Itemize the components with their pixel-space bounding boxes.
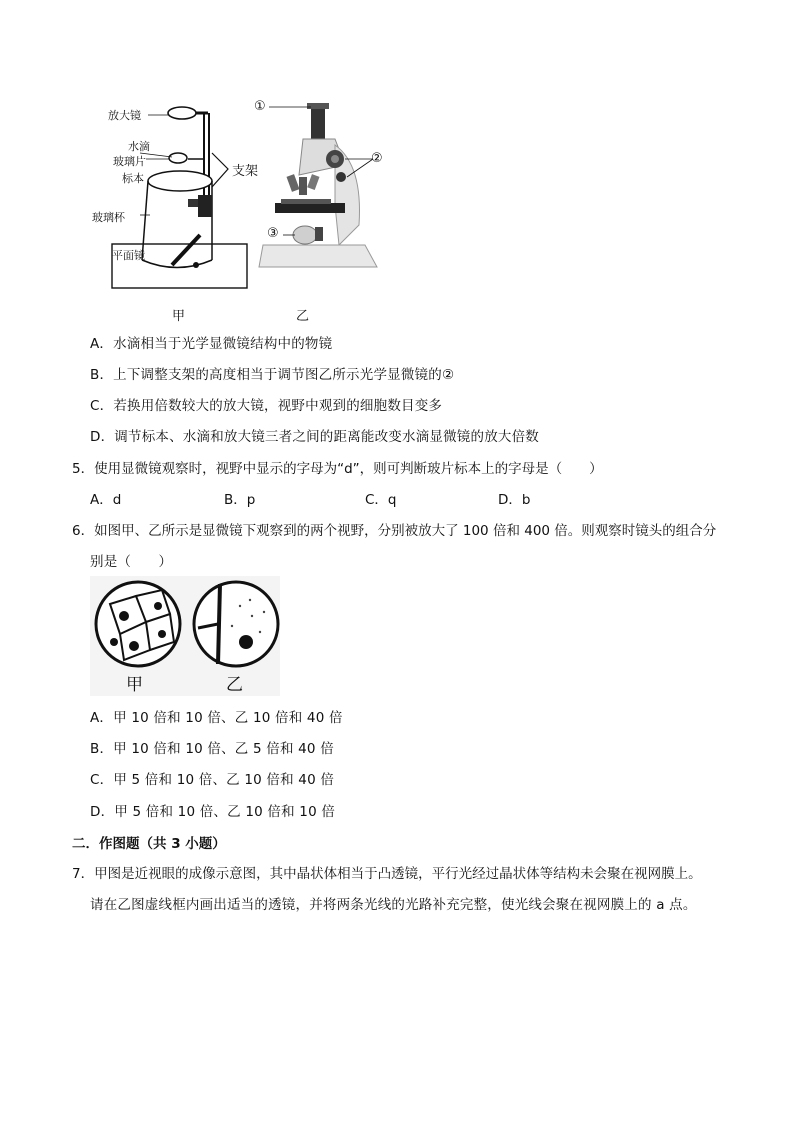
label-bracket: 支架: [232, 164, 259, 179]
q4-option-b: B．上下调整支架的高度相当于调节图乙所示光学显微镜的②: [90, 367, 455, 383]
q6-option-d: D．甲 5 倍和 10 倍、乙 10 倍和 10 倍: [90, 804, 336, 820]
label-specimen: 标本: [122, 172, 144, 185]
q6-option-c: C．甲 5 倍和 10 倍、乙 10 倍和 40 倍: [90, 772, 335, 788]
label-glass-cup: 玻璃杯: [92, 211, 125, 224]
q6-figure: [90, 576, 280, 696]
q6-label-jia: 甲: [126, 675, 143, 695]
q6-option-b: B．甲 10 倍和 10 倍、乙 5 倍和 40 倍: [90, 741, 334, 757]
marker-3: ③: [267, 226, 279, 241]
q5-option-a: A．d: [90, 492, 122, 508]
label-plane-mirror: 平面镜: [112, 249, 145, 262]
q7-line2: 请在乙图虚线框内画出适当的透镜，并将两条光线的光路补充完整，使光线会聚在视网膜上的 a 点。: [90, 897, 697, 913]
q7-line1: 7．甲图是近视眼的成像示意图，其中晶状体相当于凸透镜，平行光经过晶状体等结构未会聚在视网膜上。: [72, 866, 702, 882]
q5-option-d: D．b: [498, 492, 531, 508]
q6-option-a: A．甲 10 倍和 10 倍、乙 10 倍和 40 倍: [90, 710, 343, 726]
q6-stem-line1: 6．如图甲、乙所示是显微镜下观察到的两个视野，分别被放大了 100 倍和 400 倍。则观察时镜头的组合分: [72, 523, 717, 539]
marker-1: ①: [254, 99, 266, 114]
section-heading: 二．作图题（共 3 小题）: [72, 836, 226, 852]
water-drop-microscope-diagram: [100, 95, 260, 295]
microscope-fields-diagram: [90, 576, 280, 696]
q5-option-b: B．p: [224, 492, 256, 508]
q6-stem-line2: 别是（ ）: [90, 554, 173, 570]
caption-yi: 乙: [296, 309, 310, 324]
q4-option-c: C．若换用倍数较大的放大镜，视野中观到的细胞数目变多: [90, 398, 443, 414]
q6-label-yi: 乙: [226, 675, 243, 695]
label-water-drop: 水滴: [128, 140, 150, 153]
q4-option-d: D．调节标本、水滴和放大镜三者之间的距离能改变水滴显微镜的放大倍数: [90, 429, 539, 445]
q4-option-a: A．水滴相当于光学显微镜结构中的物镜: [90, 336, 333, 352]
q5-option-c: C．q: [365, 492, 397, 508]
label-glass-slide: 玻璃片: [113, 155, 146, 168]
optical-microscope-diagram: [255, 95, 395, 285]
marker-2: ②: [371, 151, 383, 166]
caption-jia: 甲: [172, 309, 186, 324]
q5-stem: 5．使用显微镜观察时，视野中显示的字母为“d”，则可判断玻片标本上的字母是（ ）: [72, 461, 603, 477]
label-magnifier: 放大镜: [108, 109, 141, 122]
